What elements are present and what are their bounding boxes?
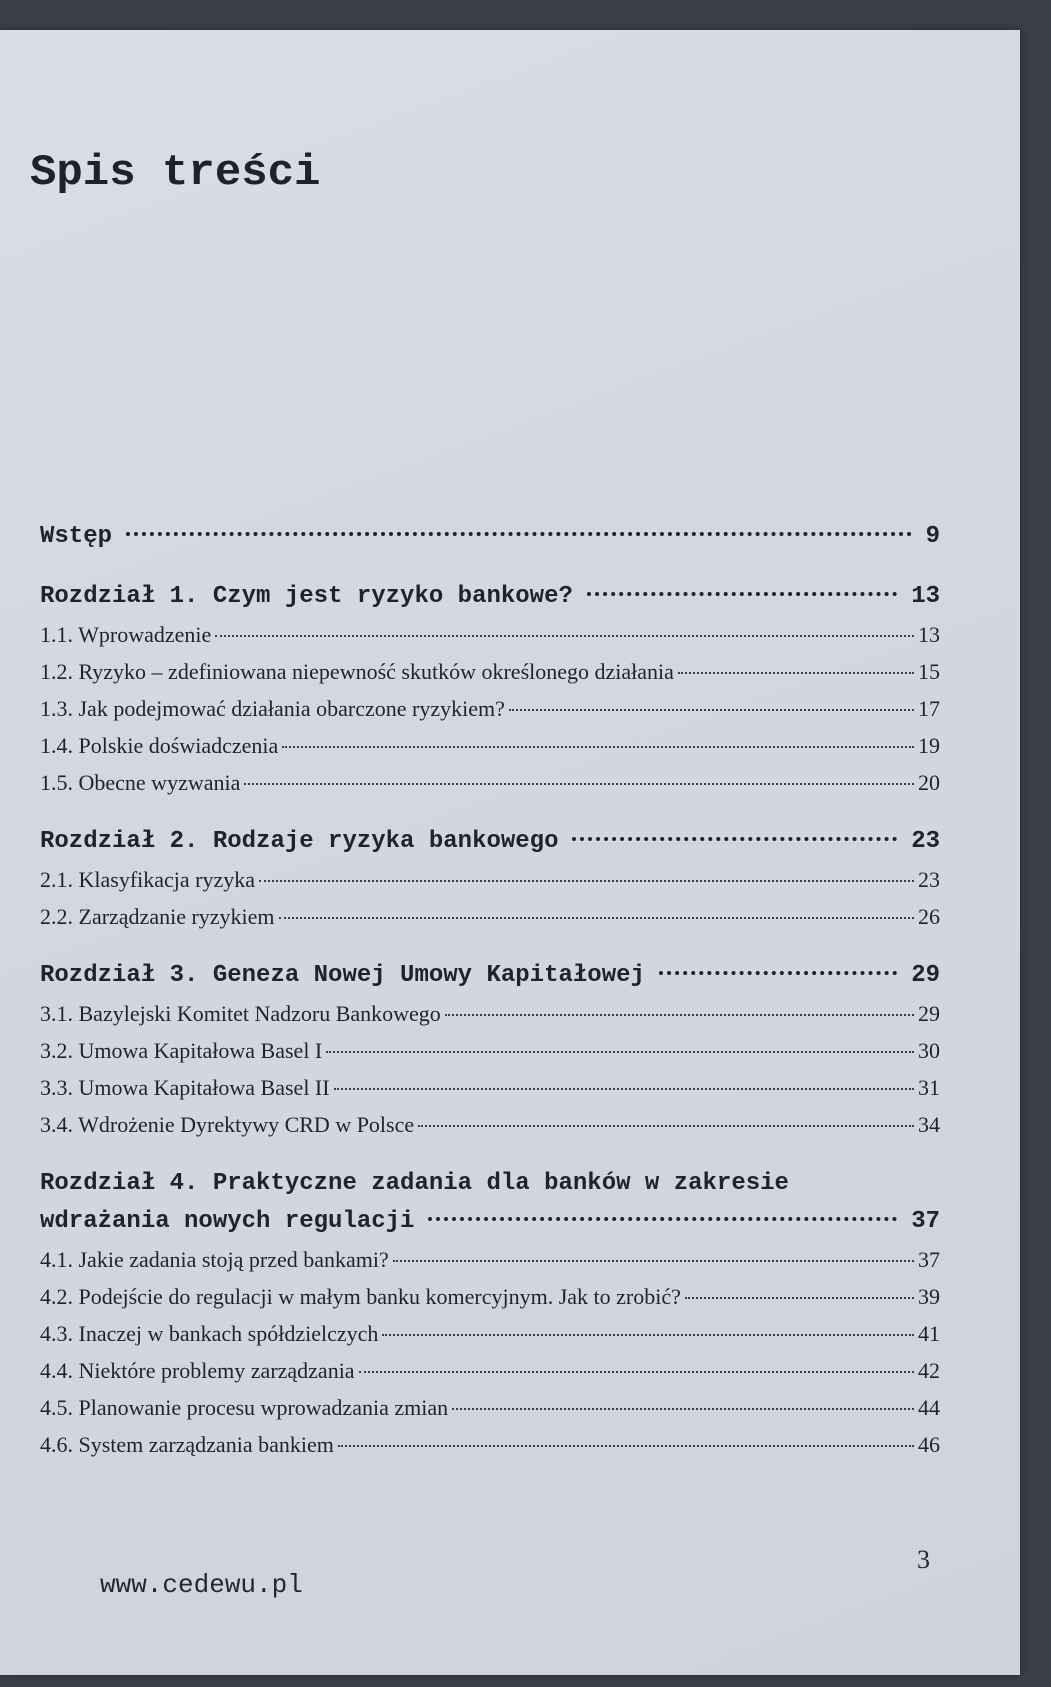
dot-leader [428, 1217, 897, 1221]
dot-leader [587, 592, 897, 596]
toc-section-title: 1.1. Wprowadzenie [40, 622, 212, 647]
toc-section-page: 42 [918, 1358, 940, 1383]
dot-leader [509, 709, 914, 711]
toc-section [40, 995, 940, 1032]
toc-section-title: 4.6. System zarządzania bankiem [40, 1432, 334, 1457]
toc-section-page: 46 [918, 1432, 940, 1457]
toc-section [40, 764, 940, 801]
toc-section-page: 39 [918, 1284, 940, 1309]
toc-section-title: 4.1. Jakie zadania stoją przed bankami? [40, 1247, 389, 1272]
toc-chapter-3 [40, 957, 940, 995]
toc-section [40, 1069, 940, 1106]
publisher-website: www.cedewu.pl [100, 1570, 303, 1600]
toc-chapter-4 [40, 1165, 940, 1241]
toc-section [40, 1426, 940, 1463]
toc-section [40, 1389, 940, 1426]
dot-leader [393, 1260, 914, 1262]
toc-section [40, 1032, 940, 1069]
dot-leader [334, 1088, 914, 1090]
toc-section-title: 4.4. Niektóre problemy zarządzania [40, 1358, 355, 1383]
toc-section-title: 3.4. Wdrożenie Dyrektywy CRD w Polsce [40, 1112, 415, 1137]
toc-chapter-1 [40, 578, 940, 616]
toc-entry-page: 9 [925, 523, 940, 550]
toc-section-title: 1.5. Obecne wyzwania [40, 770, 241, 795]
toc-section [40, 1315, 940, 1352]
toc-section [40, 653, 940, 690]
dot-leader [678, 672, 914, 674]
toc-chapter-page: 13 [911, 583, 940, 610]
toc-section-title: 3.2. Umowa Kapitałowa Basel I [40, 1038, 323, 1063]
toc-chapter-page: 37 [911, 1208, 940, 1235]
toc-section [40, 727, 940, 764]
table-of-contents [40, 518, 940, 1463]
toc-chapter-title-line2: wdrażania nowych regulacji [40, 1208, 415, 1235]
toc-section-title: 2.2. Zarządzanie ryzykiem [40, 904, 275, 929]
toc-section-page: 37 [918, 1247, 940, 1272]
toc-section-page: 44 [918, 1395, 940, 1420]
toc-section-page: 31 [918, 1075, 940, 1100]
dot-leader [338, 1445, 914, 1447]
dot-leader [572, 837, 897, 841]
book-page [0, 30, 1020, 1675]
toc-section-title: 4.5. Planowanie procesu wprowadzania zmian [40, 1395, 449, 1420]
toc-section-page: 29 [918, 1001, 940, 1026]
page-title: Spis treści [30, 148, 321, 198]
toc-section-title: 4.2. Podejście do regulacji w małym banku komercyjnym. Jak to zrobić? [40, 1284, 681, 1309]
toc-section-page: 41 [918, 1321, 940, 1346]
toc-section [40, 898, 940, 935]
toc-section-page: 30 [918, 1038, 940, 1063]
dot-leader [452, 1408, 914, 1410]
toc-section-page: 15 [918, 659, 940, 684]
toc-section [40, 1241, 940, 1278]
toc-section-page: 19 [918, 733, 940, 758]
toc-section-page: 23 [918, 867, 940, 892]
dot-leader [418, 1125, 914, 1127]
dot-leader [445, 1014, 914, 1016]
toc-section-page: 26 [918, 904, 940, 929]
dot-leader [259, 880, 914, 882]
dot-leader [685, 1297, 914, 1299]
toc-section [40, 616, 940, 653]
toc-chapter-title: Rozdział 1. Czym jest ryzyko bankowe? [40, 583, 573, 610]
toc-section [40, 861, 940, 898]
toc-section-page: 20 [918, 770, 940, 795]
toc-section-page: 34 [918, 1112, 940, 1137]
toc-chapter-title-line1: Rozdział 4. Praktyczne zadania dla banków w zakresie [40, 1170, 789, 1197]
toc-section-title: 1.2. Ryzyko – zdefiniowana niepewność skutków określonego działania [40, 659, 674, 684]
toc-section-title: 3.1. Bazylejski Komitet Nadzoru Bankowego [40, 1001, 441, 1026]
toc-section-title: 4.3. Inaczej w bankach spółdzielczych [40, 1321, 379, 1346]
toc-section-title: 2.1. Klasyfikacja ryzyka [40, 867, 256, 892]
dot-leader [215, 635, 914, 637]
toc-chapter-title: Rozdział 3. Geneza Nowej Umowy Kapitałowej [40, 962, 645, 989]
page-number: 3 [917, 1545, 930, 1574]
toc-chapter-page: 29 [911, 962, 940, 989]
toc-section-page: 17 [918, 696, 940, 721]
toc-section [40, 1352, 940, 1389]
toc-section [40, 690, 940, 727]
toc-section-page: 13 [918, 622, 940, 647]
dot-leader [659, 971, 897, 975]
toc-section [40, 1278, 940, 1315]
dot-leader [282, 746, 914, 748]
dot-leader [359, 1371, 914, 1373]
toc-entry-title: Wstęp [40, 523, 113, 550]
dot-leader [279, 917, 914, 919]
toc-chapter-title-line2-row [40, 1203, 940, 1241]
toc-intro [40, 518, 940, 556]
toc-section [40, 1106, 940, 1143]
toc-section-title: 1.4. Polskie doświadczenia [40, 733, 279, 758]
toc-chapter-page: 23 [911, 828, 940, 855]
dot-leader [382, 1334, 914, 1336]
dot-leader [244, 783, 914, 785]
toc-chapter-title: Rozdział 2. Rodzaje ryzyka bankowego [40, 828, 559, 855]
toc-section-title: 1.3. Jak podejmować działania obarczone ryzykiem? [40, 696, 505, 721]
dot-leader [126, 532, 912, 536]
toc-chapter-2 [40, 823, 940, 861]
dot-leader [326, 1051, 914, 1053]
toc-section-title: 3.3. Umowa Kapitałowa Basel II [40, 1075, 330, 1100]
